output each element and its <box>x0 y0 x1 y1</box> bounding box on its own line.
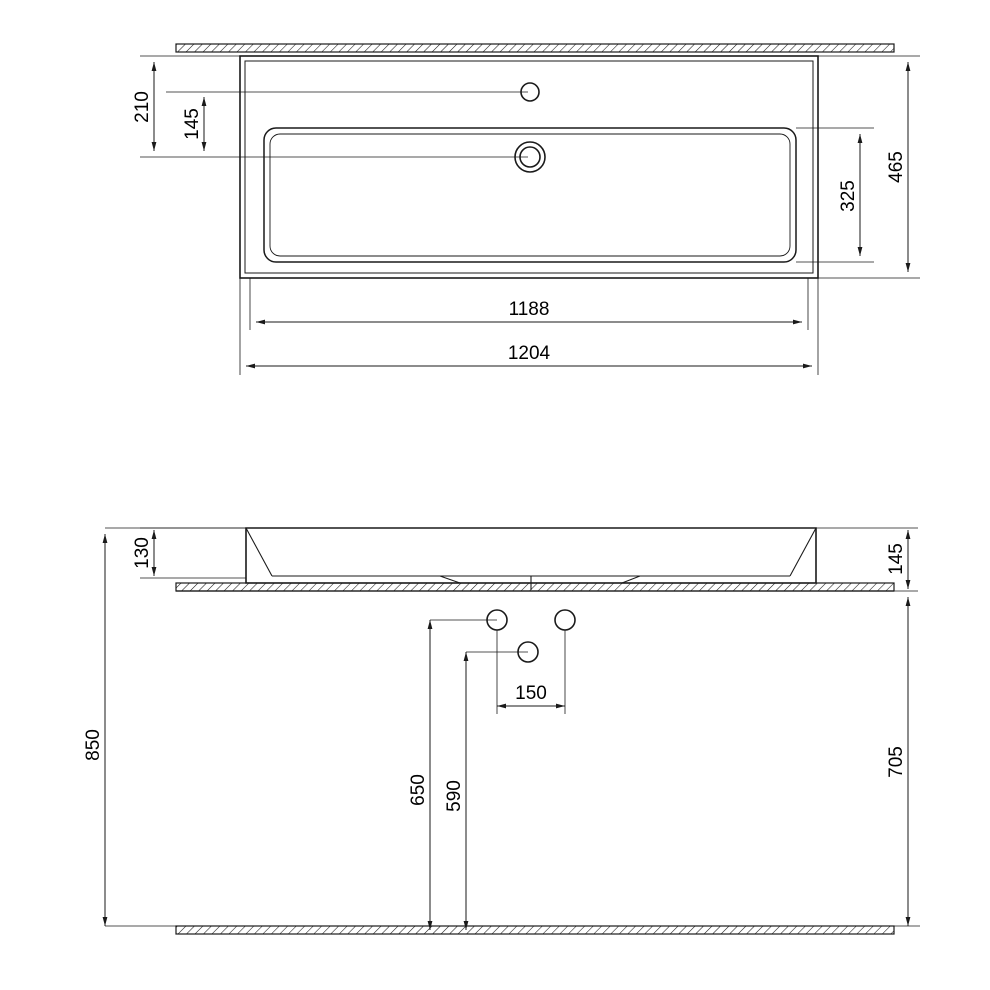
dimension-top-465 <box>886 62 908 272</box>
dimension-label-1204: 1204 <box>507 343 551 364</box>
dimension-front-150 <box>497 683 565 706</box>
dimension-top-210 <box>132 62 154 151</box>
connection-point-right <box>555 610 575 630</box>
basin-bowl-inner-offset <box>270 134 790 256</box>
front-view-wall-band-top <box>176 583 894 591</box>
dimension-front-130 <box>132 530 154 576</box>
dimension-label-705: 705 <box>886 746 907 778</box>
basin-front-body <box>246 528 816 583</box>
dimension-label-150: 150 <box>515 683 547 704</box>
dimension-label-850: 850 <box>83 729 104 761</box>
front-view <box>83 528 920 934</box>
basin-bowl-outline <box>264 128 796 262</box>
dimension-label-1188: 1188 <box>508 299 550 320</box>
dimension-label-590: 590 <box>444 780 465 812</box>
top-view-wall-band <box>176 44 894 52</box>
dimension-label-130: 130 <box>132 537 153 569</box>
dimension-label-465: 465 <box>886 151 907 183</box>
dimension-front-145 <box>886 530 908 589</box>
dimension-label-325: 325 <box>838 180 859 212</box>
dimension-top-145 <box>182 97 204 151</box>
dimension-top-1204 <box>246 343 812 366</box>
dimension-label-210: 210 <box>132 91 153 123</box>
dimension-top-325 <box>838 134 860 256</box>
basin-front-left-bevel <box>246 528 272 576</box>
basin-front-underside-right <box>622 576 790 583</box>
dimension-label-145: 145 <box>182 108 203 140</box>
top-view <box>132 44 920 375</box>
dimension-label-145-front: 145 <box>886 543 907 575</box>
dimension-top-1188 <box>256 299 802 322</box>
basin-front-underside-left <box>272 576 460 583</box>
basin-front-right-bevel <box>790 528 816 576</box>
dimension-label-650: 650 <box>408 774 429 806</box>
front-view-floor-band <box>176 926 894 934</box>
